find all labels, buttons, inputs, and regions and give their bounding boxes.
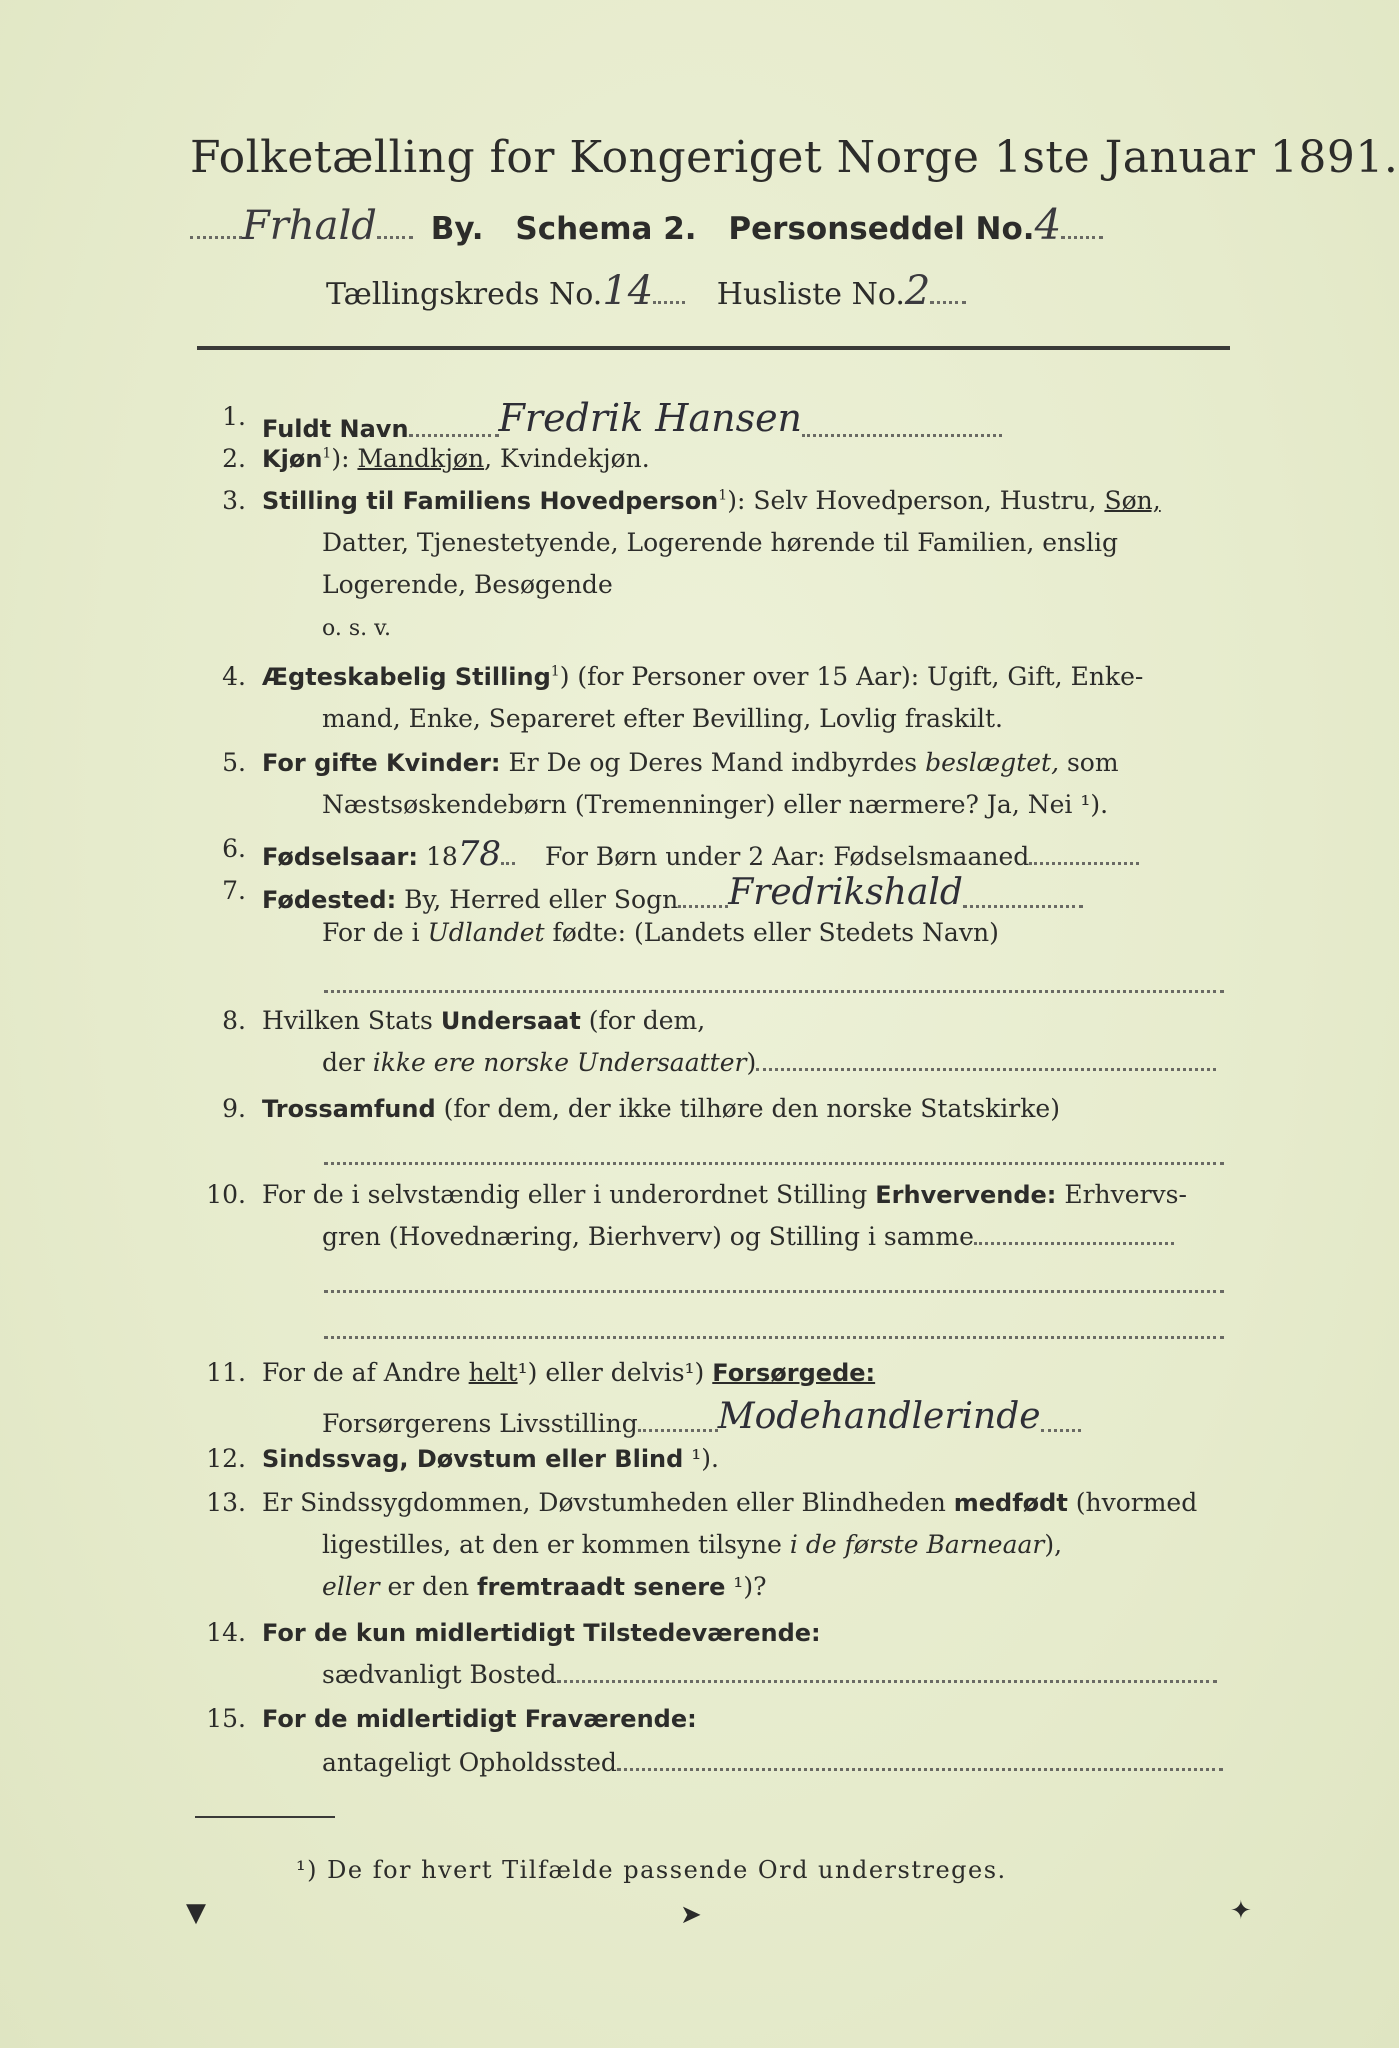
- dotted-line: [802, 434, 1002, 437]
- question-label: For de kun midlertidigt Tilstedeværende:: [262, 1619, 821, 1647]
- question-label: Ægteskabelig Stilling: [262, 663, 551, 691]
- form-title: Folketælling for Kongeriget Norge 1ste Januar 1891.: [190, 132, 1399, 183]
- schema-label: Schema 2.: [515, 211, 697, 247]
- tellingskreds-label: Tællingskreds No.: [326, 277, 603, 312]
- answer-birth-year: 78: [457, 834, 502, 874]
- question-number: 1.: [222, 402, 246, 431]
- dotted-line: [190, 236, 242, 239]
- header-line-city: [190, 200, 1103, 249]
- husliste-number: 2: [904, 268, 931, 314]
- question-number: 5.: [222, 748, 246, 777]
- personseddel-label: Personseddel No.: [728, 211, 1035, 247]
- footnote-rule: [195, 1816, 335, 1818]
- dotted-line: [930, 301, 966, 304]
- question-number: 14.: [206, 1618, 246, 1647]
- question-number: 9.: [222, 1094, 246, 1123]
- dotted-line: [324, 990, 1224, 993]
- question-number: 6.: [222, 834, 246, 863]
- answer-supporter-occupation: Modehandlerinde: [717, 1396, 1041, 1437]
- personseddel-number: 4: [1034, 200, 1062, 249]
- dotted-line: [1061, 236, 1103, 239]
- question-label: For gifte Kvinder:: [262, 749, 501, 777]
- question-label: Fødested:: [262, 886, 397, 914]
- question-label: Stilling til Familiens Hovedperson: [262, 487, 719, 515]
- question-number: 11.: [206, 1358, 246, 1387]
- dotted-line: [324, 1336, 1224, 1339]
- question-label: Fødselsaar:: [262, 843, 418, 871]
- question-number: 8.: [222, 1006, 246, 1035]
- question-number: 13.: [206, 1488, 246, 1517]
- registration-mark-icon: ▼: [186, 1898, 206, 1928]
- footnote: ¹) De for hvert Tilfælde passende Ord understreges.: [296, 1856, 1007, 1884]
- census-form-page: Folketælling for Kongeriget Norge 1ste Januar 1891. Frhald By. Schema 2. Personseddel No.4 Tællingskreds No.14 Husliste No.2 1. Fuldt Navn Fredrik Hansen 2. Kjøn$^1$): Mandkjøn, Kvindekjøn. 3. Stilling til Familiens Hovedperson$^1$): Selv Hovedperson, Hustru, Søn, Datter, Tjenestetyende, Logerende hørende til Familien, enslig Logerende, Besøgende o. s. v. 4. Ægteskabelig Stilling$^1$) (for Personer over 15 Aar): Ugift, Gift, Enke- mand, Enke, Separeret efter Bevilling, Lovlig fraskilt. 5. For gifte Kvinder: Er De og Deres Mand indbyrdes beslægtet, som Næstsøskendebørn (Tremenninger) eller nærmere? Ja, Nei ¹). 6. Fødselsaar: 1878 For Børn under 2 Aar: Fødselsmaaned 7. Fødested: By, Herred eller Sogn Fredrikshald For de i Udlandet fødte: (Landets eller Stedets Navn) 8. Hvilken Stats Undersaat (for dem, der ikke ere norske Undersaatter) 9. Trossamfund (for dem, der ikke tilhøre den norske Statskirke) 10. For de i selvstændig eller i underordnet Stilling Erhvervende: Erhvervs- gren (Hovednæring, Bierhverv) og Stilling i samme 11. For de af Andre helt¹) eller delvis¹) Forsørgede: Forsørgerens Livsstilling Modehandlerinde 12. Sindssvag, Døvstum eller Blind ¹). 13. Er Sindssygdommen, Døvstumheden eller Blindheden medfødt (hvormed ligestilles, at den er kommen tilsyne i de første Barneaar), eller er den fremtraadt senere ¹)? 14. For de kun midlertidigt Tilstedeværende: sædvanligt Bosted 15. For de midlertidigt Fraværende: antageligt Opholdssted ¹) De for hvert Tilfælde passende Ord understreges. ▼ ➤ ✦: [0, 0, 1399, 2048]
- tellingskreds-number: 14: [602, 268, 654, 314]
- question-number: 7.: [222, 876, 246, 905]
- question-label: Trossamfund: [262, 1095, 436, 1123]
- header-rule: [197, 346, 1230, 350]
- husliste-label: Husliste No.: [716, 277, 905, 312]
- answer-birthplace: Fredrikshald: [728, 872, 963, 913]
- question-label: Sindssvag, Døvstum eller Blind: [262, 1445, 684, 1473]
- answer-full-name: Fredrik Hansen: [498, 396, 803, 440]
- answer-gender-underlined: Mandkjøn: [357, 444, 485, 473]
- question-number: 12.: [206, 1444, 246, 1473]
- city-handwritten: Frhald: [242, 203, 377, 249]
- question-number: 3.: [222, 486, 246, 515]
- dotted-line: [324, 1290, 1224, 1293]
- by-label: By.: [430, 211, 484, 247]
- registration-mark-icon: ✦: [1230, 1896, 1252, 1926]
- dotted-line: [653, 301, 685, 304]
- footnote-ref: 1: [322, 445, 332, 462]
- question-number: 2.: [222, 444, 246, 473]
- answer-support-underlined: helt: [468, 1358, 518, 1387]
- question-number: 10.: [206, 1180, 246, 1209]
- question-label: Fuldt Navn: [262, 415, 409, 443]
- question-number: 15.: [206, 1704, 246, 1733]
- question-number: 4.: [222, 662, 246, 691]
- dotted-line: [409, 434, 499, 437]
- header-line-kreds: [326, 268, 966, 314]
- dotted-line: [377, 236, 413, 239]
- answer-position-underlined: Søn,: [1104, 486, 1161, 515]
- registration-mark-icon: ➤: [680, 1900, 702, 1930]
- dotted-line: [324, 1162, 1224, 1165]
- question-label: Kjøn: [262, 445, 323, 473]
- question-label: For de midlertidigt Fraværende:: [262, 1705, 697, 1733]
